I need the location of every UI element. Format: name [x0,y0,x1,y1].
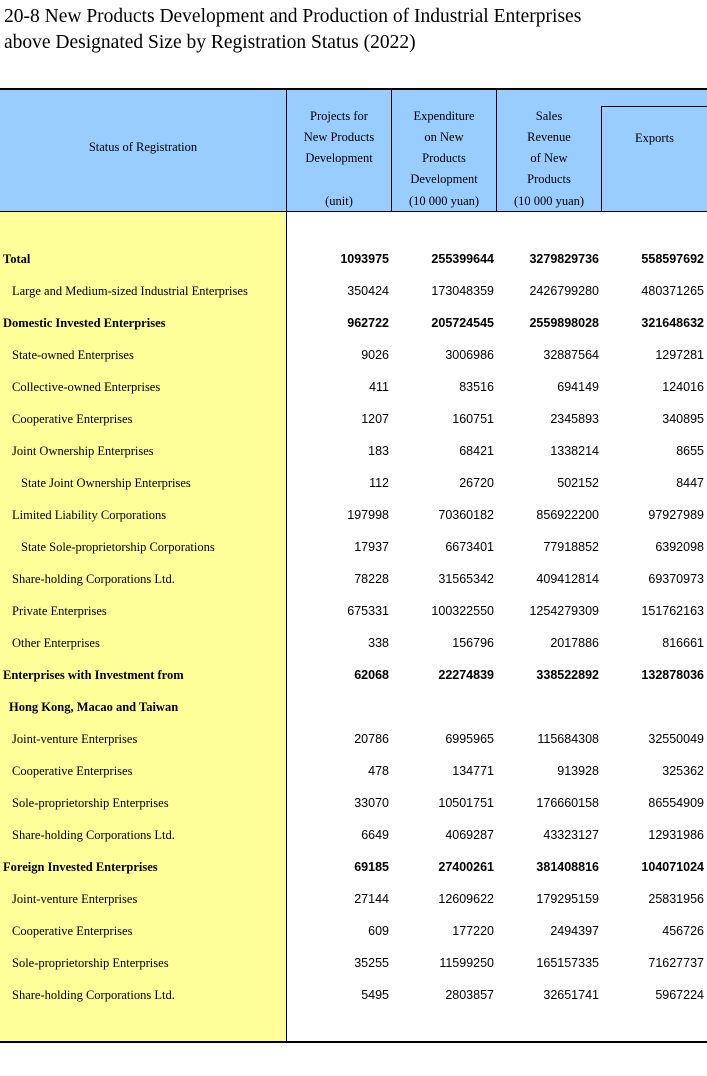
row-value: 27144 [354,892,389,906]
row-label: Joint Ownership Enterprises [12,444,154,458]
header-exports-line: Exports [635,131,674,145]
row-value: 913928 [557,764,599,778]
header-expenditure-line: Expenditure [413,109,475,123]
row-label: Limited Liability Corporations [12,508,167,522]
top-rule [0,88,707,90]
title-line-2: above Designated Size by Registration Status (2022) [4,32,416,53]
row-value: 1093975 [340,252,389,266]
row-value: 4069287 [445,828,494,842]
table-row [0,499,707,531]
row-value: 17937 [354,540,389,554]
row-value: 5967224 [655,988,704,1002]
row-value: 100322550 [431,604,494,618]
header-expenditure-unit: (10 000 yuan) [408,194,480,208]
row-value: 5495 [361,988,389,1002]
row-value: 3279829736 [529,252,599,266]
row-value [394,691,494,723]
row-label: Enterprises with Investment from [3,668,184,682]
row-value: 26720 [459,476,494,490]
table-row [0,851,707,883]
table-row [0,787,707,819]
row-value: 856922200 [536,508,599,522]
row-value: 2345893 [550,412,599,426]
row-value: 456726 [662,924,704,938]
row-value: 205724545 [431,316,494,330]
row-value: 104071024 [641,860,704,874]
header-sales-revenue-line: of New [530,151,568,165]
row-value: 694149 [557,380,599,394]
row-value: 3006986 [445,348,494,362]
header-projects-line: Development [305,151,373,165]
row-value: 22274839 [438,668,494,682]
row-value: 558597692 [641,252,704,266]
header-expenditure-line: on New [424,130,464,144]
title-line-1: 20-8 New Products Development and Production of Industrial Enterprises [4,6,582,27]
table-row [0,403,707,435]
row-label: Hong Kong, Macao and Taiwan [9,700,179,714]
row-value: 31565342 [438,572,494,586]
table-row [0,915,707,947]
row-value: 124016 [662,380,704,394]
header-sales-revenue-line: Revenue [527,130,571,144]
row-value: 381408816 [536,860,599,874]
row-label: Large and Medium-sized Industrial Enterprises [12,284,248,298]
table-row [0,243,707,275]
row-value: 6649 [361,828,389,842]
row-label: Share-holding Corporations Ltd. [12,572,175,586]
row-label: Other Enterprises [12,636,100,650]
table-row [0,947,707,979]
row-value: 609 [368,924,389,938]
header-sales-revenue [497,106,601,212]
row-value: 25831956 [648,892,704,906]
row-label: State Joint Ownership Enterprises [21,476,191,490]
row-value: 1338214 [550,444,599,458]
bottom-rule [0,1041,707,1043]
row-value: 197998 [347,508,389,522]
row-value: 8655 [676,444,704,458]
row-value: 62068 [354,668,389,682]
row-label: Joint-venture Enterprises [12,892,138,906]
row-value: 132878036 [641,668,704,682]
header-projects [287,106,391,212]
row-value: 10501751 [438,796,494,810]
row-label: Sole-proprietorship Enterprises [12,956,169,970]
row-value: 321648632 [641,316,704,330]
row-value: 183 [368,444,389,458]
row-value: 338 [368,636,389,650]
row-label: Collective-owned Enterprises [12,380,161,394]
row-value: 35255 [354,956,389,970]
table-row [0,371,707,403]
row-value: 43323127 [543,828,599,842]
row-value: 2494397 [550,924,599,938]
table-row [0,723,707,755]
header-projects-unit: (unit) [325,194,353,208]
row-value: 27400261 [438,860,494,874]
row-label: State Sole-proprietorship Corporations [21,540,215,554]
row-value: 160751 [452,412,494,426]
header-projects-line: New Products [303,130,375,144]
row-value: 69185 [354,860,389,874]
row-label: Sole-proprietorship Enterprises [12,796,169,810]
row-value: 77918852 [543,540,599,554]
row-label: Share-holding Corporations Ltd. [12,988,175,1002]
row-label: Joint-venture Enterprises [12,732,138,746]
row-value: 816661 [662,636,704,650]
exports-top-rule [601,106,707,107]
row-value: 409412814 [536,572,599,586]
table-row [0,435,707,467]
row-value: 78228 [354,572,389,586]
row-value: 325362 [662,764,704,778]
row-value: 255399644 [431,252,494,266]
row-value: 115684308 [537,732,599,746]
row-value: 151762163 [641,604,704,618]
row-value: 350424 [347,284,389,298]
row-value: 33070 [354,796,389,810]
row-value: 502152 [557,476,599,490]
table-row [0,563,707,595]
row-value: 32887564 [543,348,599,362]
row-value [604,691,704,723]
row-label: Share-holding Corporations Ltd. [12,828,175,842]
header-projects-line: Projects for [310,109,368,123]
table-row [0,627,707,659]
row-value: 71627737 [648,956,704,970]
row-value: 2803857 [445,988,494,1002]
row-value: 962722 [347,316,389,330]
header-expenditure-line: Products [422,151,466,165]
row-value: 112 [369,476,389,490]
status-of-registration-header: Status of Registration [88,140,198,154]
row-value: 12609622 [438,892,494,906]
row-value: 2426799280 [529,284,599,298]
row-value: 6673401 [445,540,494,554]
header-sales-revenue-line: Products [527,172,571,186]
row-value: 156796 [452,636,494,650]
row-label: Domestic Invested Enterprises [3,316,166,330]
row-value: 11599250 [439,956,494,970]
row-label: Cooperative Enterprises [12,924,133,938]
table-row [0,307,707,339]
row-value: 1254279309 [529,604,599,618]
table-row [0,979,707,1011]
row-label: Foreign Invested Enterprises [3,860,158,874]
table-row [0,275,707,307]
row-value: 12931986 [648,828,704,842]
row-value [290,691,389,723]
row-value: 1207 [361,412,389,426]
table-row [0,819,707,851]
header-expenditure [392,106,496,212]
row-value: 2559898028 [529,316,599,330]
row-value: 173048359 [431,284,494,298]
table-title [4,4,704,56]
row-value: 8447 [676,476,704,490]
table-row [0,531,707,563]
row-value: 176660158 [536,796,599,810]
row-value: 2017886 [550,636,599,650]
row-value: 83516 [459,380,494,394]
row-label: Cooperative Enterprises [12,412,133,426]
row-value: 340895 [662,412,704,426]
header-sales-revenue-line: Sales [535,109,563,123]
row-value: 32651741 [543,988,599,1002]
row-label: Private Enterprises [12,604,107,618]
row-label: State-owned Enterprises [12,348,134,362]
row-value: 69370973 [648,572,704,586]
row-value: 6995965 [445,732,494,746]
table-row [0,339,707,371]
header-exports [602,128,707,212]
table-row [0,883,707,915]
table-row [0,691,707,723]
table-row [0,659,707,691]
row-value: 177220 [452,924,494,938]
row-value: 338522892 [536,668,599,682]
row-value: 97927989 [648,508,704,522]
row-value: 179295159 [536,892,599,906]
row-value: 32550049 [648,732,704,746]
row-value: 480371265 [641,284,704,298]
row-value: 165157335 [536,956,599,970]
table-row [0,467,707,499]
row-value [499,691,599,723]
header-sales-revenue-unit: (10 000 yuan) [513,194,585,208]
row-value: 478 [368,764,389,778]
table-row [0,595,707,627]
row-value: 1297281 [655,348,704,362]
row-value: 68421 [459,444,494,458]
row-value: 20786 [354,732,389,746]
row-value: 70360182 [438,508,494,522]
row-value: 6392098 [655,540,704,554]
row-value: 134771 [452,764,494,778]
header-expenditure-line: Development [410,172,478,186]
row-value: 675331 [347,604,389,618]
row-value: 9026 [361,348,389,362]
row-value: 86554909 [648,796,704,810]
row-value: 411 [369,380,389,394]
row-label: Cooperative Enterprises [12,764,133,778]
table-row [0,755,707,787]
row-label: Total [3,252,31,266]
